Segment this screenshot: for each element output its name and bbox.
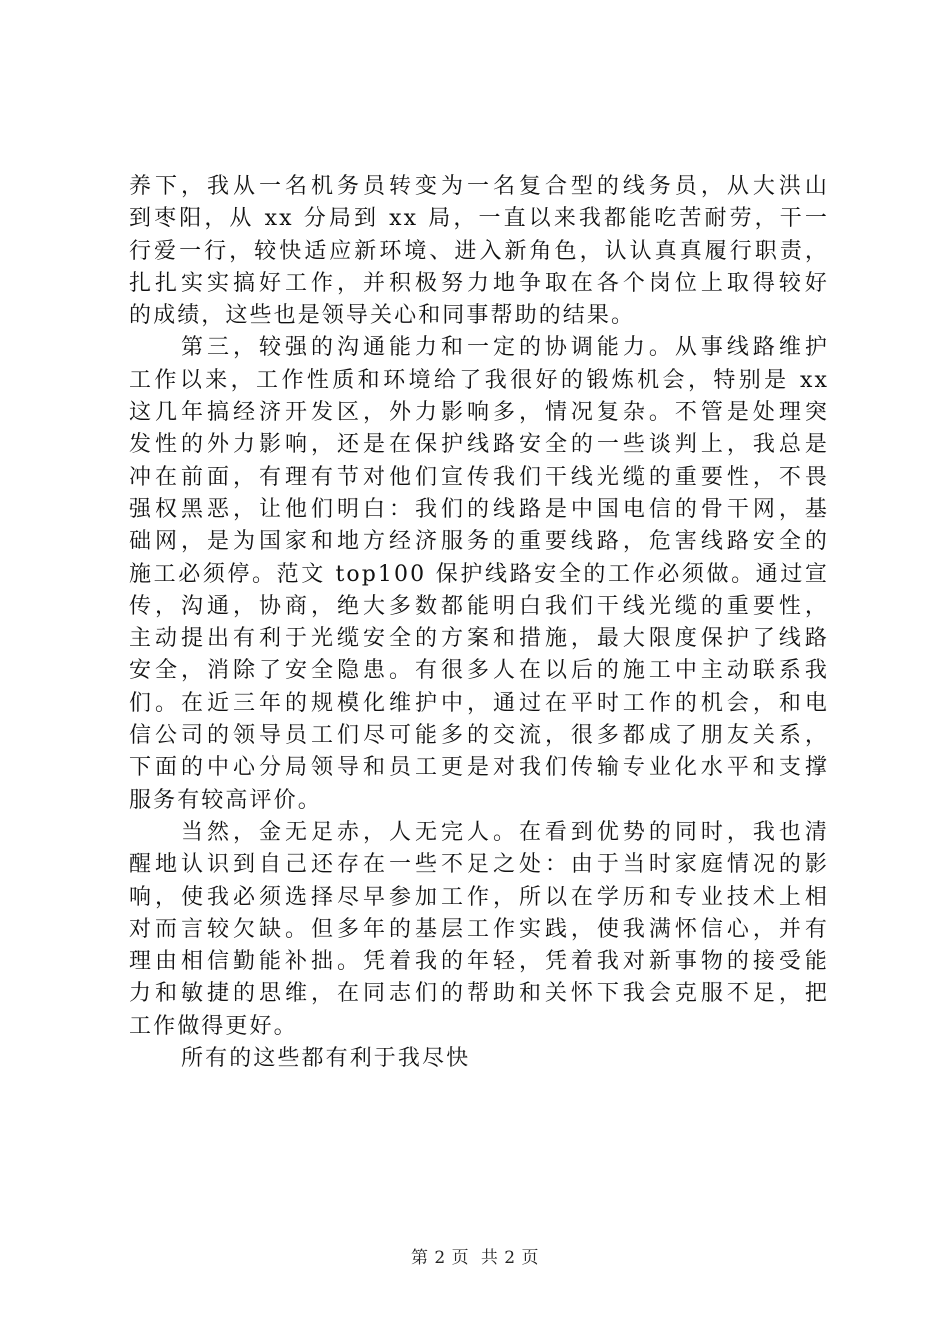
text-line: 理由相信勤能补拙。凭着我的年轻，凭着我对新事物的接受能 — [129, 949, 829, 975]
paragraph-4 — [129, 1043, 829, 1075]
text-line: 到枣阳，从 xx 分局到 xx 局，一直以来我都能吃苦耐劳，干一 — [129, 206, 829, 232]
text-line: 础网，是为国家和地方经济服务的重要线路，危害线路安全的 — [129, 529, 829, 555]
text-line: 所有的这些都有利于我尽快 — [181, 1046, 471, 1072]
text-line: 养下，我从一名机务员转变为一名复合型的线务员，从大洪山 — [129, 174, 829, 199]
text-line: 这几年搞经济开发区，外力影响多，情况复杂。不管是处理突 — [129, 400, 829, 426]
text-line: 服务有较高评价。 — [129, 787, 322, 813]
text-line: 主动提出有利于光缆安全的方案和措施，最大限度保护了线路 — [129, 626, 829, 652]
text-line: 下面的中心分局领导和员工更是对我们传输专业化水平和支撑 — [129, 755, 829, 781]
text-line: 强权黑恶，让他们明白：我们的线路是中国电信的骨干网，基 — [129, 496, 829, 522]
text-line: 行爱一行，较快适应新环境、进入新角色，认认真真履行职责， — [129, 238, 829, 264]
text-line: 醒地认识到自己还存在一些不足之处：由于当时家庭情况的影 — [129, 852, 829, 878]
text-line: 冲在前面，有理有节对他们宣传我们干线光缆的重要性，不畏 — [129, 464, 829, 490]
paragraph-3 — [129, 817, 829, 1043]
page-number-label: 第 2 页 共 2 页 — [410, 1248, 540, 1268]
text-line: 施工必须停。范文 top100 保护线路安全的工作必须做。通过宣 — [129, 561, 829, 587]
text-line: 发性的外力影响，还是在保护线路安全的一些谈判上，我总是 — [129, 432, 829, 458]
text-line: 工作以来，工作性质和环境给了我很好的锻炼机会，特别是 xx — [129, 367, 829, 393]
text-line: 对而言较欠缺。但多年的基层工作实践，使我满怀信心，并有 — [129, 916, 829, 942]
text-line: 传，沟通，协商，绝大多数都能明白我们干线光缆的重要性， — [129, 593, 829, 619]
document-body — [129, 171, 829, 1075]
text-line: 的成绩，这些也是领导关心和同事帮助的结果。 — [129, 303, 636, 329]
text-line: 工作做得更好。 — [129, 1013, 298, 1039]
text-line: 力和敏捷的思维，在同志们的帮助和关怀下我会克服不足，把 — [129, 981, 829, 1007]
page-footer — [0, 1243, 950, 1268]
text-line: 当然，金无足赤，人无完人。在看到优势的同时，我也清 — [181, 819, 829, 845]
text-line: 扎扎实实搞好工作，并积极努力地争取在各个岗位上取得较好 — [129, 270, 829, 296]
text-line: 安全，消除了安全隐患。有很多人在以后的施工中主动联系我 — [129, 658, 829, 684]
text-line: 们。在近三年的规模化维护中，通过在平时工作的机会，和电 — [129, 690, 829, 716]
paragraph-2 — [129, 332, 829, 816]
text-line: 信公司的领导员工们尽可能多的交流，很多都成了朋友关系， — [129, 723, 829, 749]
paragraph-1 — [129, 171, 829, 332]
text-line: 响，使我必须选择尽早参加工作，所以在学历和专业技术上相 — [129, 884, 829, 910]
text-line: 第三，较强的沟通能力和一定的协调能力。从事线路维护 — [181, 335, 829, 361]
